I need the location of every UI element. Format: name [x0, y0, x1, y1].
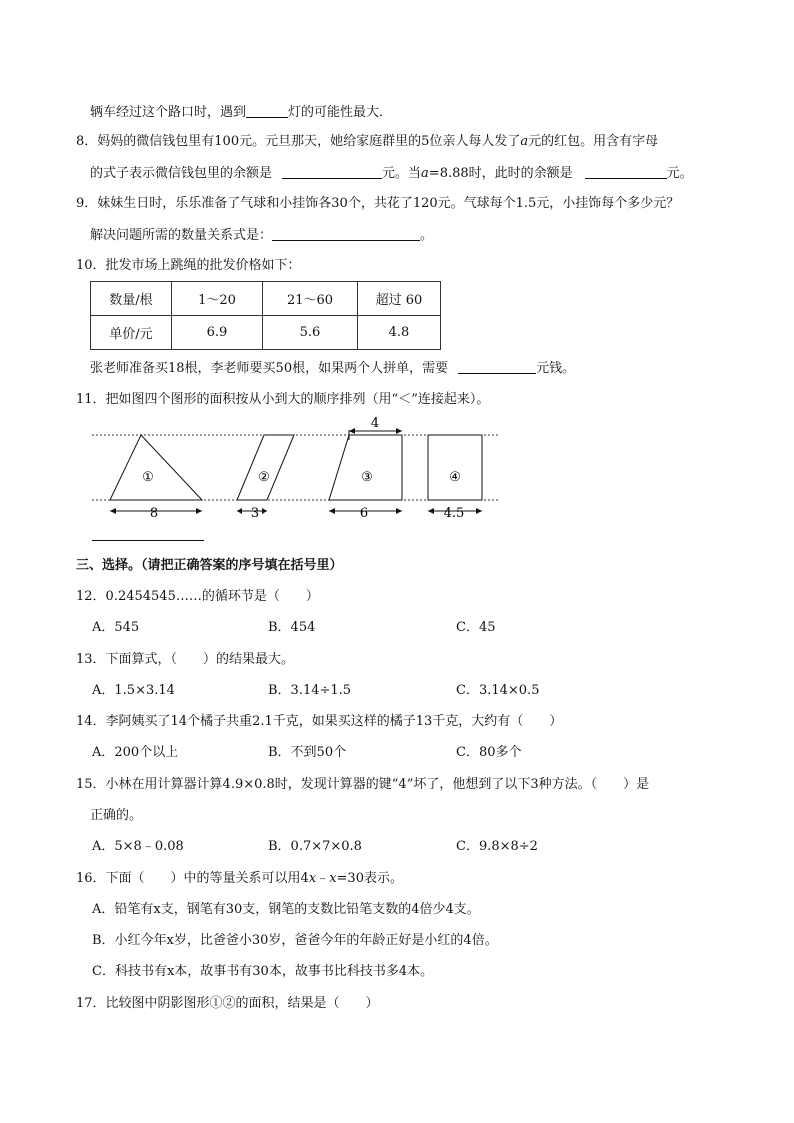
table-row — [91, 316, 441, 350]
dim-label-4: 4 — [370, 416, 380, 431]
dim-label-8: 8 — [149, 506, 159, 521]
q12-option-c[interactable]: C．45 — [456, 620, 496, 635]
dim-label-6: 6 — [359, 506, 369, 521]
shape-label-3: ③ — [361, 470, 373, 485]
q16-option-b[interactable]: B．小红今年x岁，比爸爸小30岁，爸爸今年的年龄正好是小红的4倍。 — [92, 933, 498, 948]
q8-line1: 8．妈妈的微信钱包里有100元。元旦那天，她给家庭群里的5位亲人每人发了a元的红包。用含有字母 — [76, 134, 659, 149]
q12-option-b[interactable]: B．454 — [268, 620, 316, 635]
q9-line1: 9．妹妹生日时，乐乐准备了气球和小挂饰各30个，共花了120元。气球每个1.5元，小挂饰每个多少元？ — [76, 196, 680, 211]
q15-option-a[interactable]: A．5×8﹣0.08 — [92, 839, 184, 854]
table-cell: 6.9 — [172, 316, 263, 350]
arrow-left-icon — [428, 508, 434, 514]
arrow-right-icon — [476, 508, 482, 514]
q11-title: 11．把如图四个图形的面积按从小到大的顺序排列（用“＜”连接起来）。 — [76, 392, 490, 407]
q16-option-c[interactable]: C．科技书有x本，故事书有30本，故事书比科技书多4本。 — [92, 964, 434, 979]
arrow-right-icon — [262, 508, 267, 514]
arrow-left-icon — [237, 508, 242, 514]
q16-stem: 16．下面（ ）中的等量关系可以用4x﹣x=30表示。 — [76, 871, 403, 886]
q15-option-c[interactable]: C．9.8×8÷2 — [456, 839, 538, 854]
q9-line2: 解决问题所需的数量关系式是： 。 — [90, 228, 434, 243]
table-cell: 4.8 — [358, 316, 441, 350]
table-cell: 数量/根 — [91, 282, 172, 316]
table-cell: 超过 60 — [358, 282, 441, 316]
q17-stem: 17．比较图中阴影图形①②的面积，结果是（ ） — [76, 996, 379, 1011]
q10-title: 10．批发市场上跳绳的批发价格如下： — [76, 258, 301, 273]
triangle-shape — [110, 435, 202, 500]
price-table — [90, 281, 441, 350]
arrow-left-icon — [329, 508, 335, 514]
q13-option-c[interactable]: C．3.14×0.5 — [456, 683, 540, 698]
shape-label-2: ② — [258, 470, 270, 485]
q10-answer-blank[interactable] — [458, 359, 536, 374]
section-title: 三、选择。（请把正确答案的序号填在括号里） — [76, 558, 343, 573]
q10-question: 张老师准备买18根，李老师要买50根，如果两个人拼单，需要 元钱。 — [90, 361, 576, 376]
parallelogram-shape — [237, 435, 294, 500]
q7-tail: 辆车经过这个路口时，遇到 灯的可能性最大． — [90, 105, 393, 120]
arrow-right-icon — [196, 508, 202, 514]
shape-label-4: ④ — [449, 470, 461, 485]
q12-stem: 12．0.2454545……的循环节是（ ） — [76, 589, 319, 604]
q15-option-b[interactable]: B．0.7×7×0.8 — [268, 839, 362, 854]
arrow-left-icon — [110, 508, 116, 514]
table-cell: 21～60 — [263, 282, 358, 316]
q14-option-c[interactable]: C．80多个 — [456, 745, 522, 760]
q13-stem: 13．下面算式，（ ）的结果最大。 — [76, 652, 295, 667]
dim-label-3: 3 — [250, 506, 260, 521]
q14-stem: 14．李阿姨买了14个橘子共重2.1千克，如果买这样的橘子13千克，大约有（ ） — [76, 714, 563, 729]
q15-line1: 15．小林在用计算器计算4.9×0.8时，发现计算器的键“4”坏了，他想到了以下3种方法。（ ）是 — [76, 777, 650, 792]
q15-line2: 正确的。 — [90, 808, 143, 823]
table-row — [91, 282, 441, 316]
q13-option-b[interactable]: B．3.14÷1.5 — [268, 683, 352, 698]
table-cell: 1～20 — [172, 282, 263, 316]
dim-label-4-5: 4.5 — [443, 506, 465, 521]
arrow-right-icon — [396, 508, 402, 514]
q7-answer-blank[interactable] — [246, 103, 288, 118]
table-cell: 单价/元 — [91, 316, 172, 350]
q11-answer-blank[interactable] — [92, 540, 204, 541]
shapes-figure — [92, 413, 502, 521]
q14-option-a[interactable]: A．200个以上 — [92, 745, 179, 760]
arrow-left-icon — [349, 428, 355, 434]
trapezoid-shape — [329, 435, 402, 500]
shape-label-1: ① — [142, 470, 154, 485]
rectangle-shape — [428, 435, 482, 500]
q16-option-a[interactable]: A．铅笔有x支，钢笔有30支，钢笔的支数比铅笔支数的4倍少4支。 — [92, 902, 480, 917]
q8-line2: 的式子表示微信钱包里的余额是 元。当a=8.88时，此时的余额是 元。 — [90, 166, 693, 181]
table-cell: 5.6 — [263, 316, 358, 350]
q14-option-b[interactable]: B．不到50个 — [268, 745, 347, 760]
arrow-right-icon — [396, 428, 402, 434]
q8-answer-blank-1[interactable] — [282, 164, 382, 179]
q13-option-a[interactable]: A．1.5×3.14 — [92, 683, 175, 698]
q9-answer-blank[interactable] — [272, 226, 420, 241]
q12-option-a[interactable]: A．545 — [92, 620, 140, 635]
q8-answer-blank-2[interactable] — [585, 164, 667, 179]
